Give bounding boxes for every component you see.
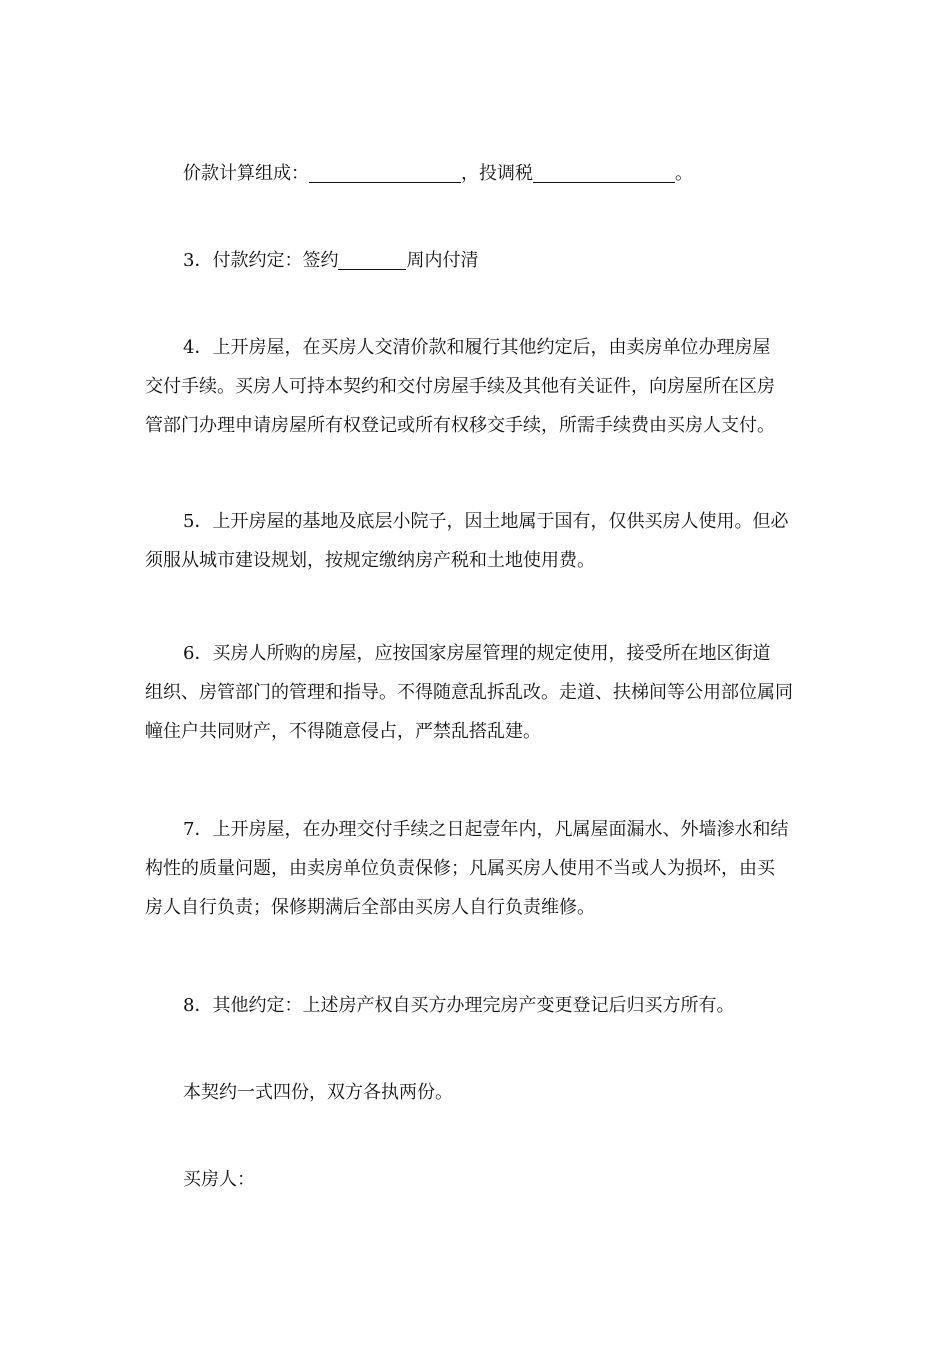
buyer-label: 买房人：: [183, 1169, 255, 1190]
price-composition-paragraph: [145, 154, 815, 193]
clause-3-label: 3．付款约定：签约: [183, 250, 339, 271]
copies-paragraph: [145, 1073, 815, 1112]
payment-weeks-blank: [338, 247, 406, 270]
price-composition-line: [145, 154, 815, 193]
clause-3-suffix: 周内付清: [406, 250, 479, 271]
clause-7-paragraph: [145, 810, 815, 927]
clause-7-line-3: 房人自行负责；保修期满后全部由买房人自行负责维修。: [145, 897, 595, 918]
tax-blank: [533, 160, 675, 183]
clause-5-line-1: 5．上开房屋的基地及底层小院子，因土地属于国有，仅供买房人使用。但必: [183, 511, 789, 532]
clause-3-line: [145, 241, 815, 280]
clause-6-paragraph: [145, 634, 815, 751]
clause-7-line-2: 构性的质量问题，由卖房单位负责保修；凡属买房人使用不当或人为损坏，由买: [145, 858, 775, 879]
copies-line: 本契约一式四份，双方各执两份。: [183, 1082, 453, 1103]
clause-3-paragraph: [145, 241, 815, 280]
price-composition-blank: [309, 160, 461, 183]
clause-6-line-2: 组织、房管部门的管理和指导。不得随意乱拆乱改。走道、扶梯间等公用部位属同: [145, 682, 793, 703]
clause-4-line-3: 管部门办理申请房屋所有权登记或所有权移交手续，所需手续费由买房人支付。: [145, 415, 775, 436]
clause-6-line-1: 6．买房人所购的房屋，应按国家房屋管理的规定使用，接受所在地区街道: [183, 643, 771, 664]
clause-6-line-3: 幢住户共同财产，不得随意侵占，严禁乱搭乱建。: [145, 721, 541, 742]
tax-label: ，投调税: [461, 163, 533, 184]
clause-8-line: 8．其他约定：上述房产权自买方办理完房产变更登记后归买方所有。: [183, 995, 735, 1016]
clause-7-line-1: 7．上开房屋，在办理交付手续之日起壹年内，凡属屋面漏水、外墙渗水和结: [183, 819, 789, 840]
clause-8-paragraph: [145, 986, 815, 1025]
clause-4-line-2: 交付手续。买房人可持本契约和交付房屋手续及其他有关证件，向房屋所在区房: [145, 376, 775, 397]
clause-4-line-1: 4．上开房屋，在买房人交清价款和履行其他约定后，由卖房单位办理房屋: [183, 337, 771, 358]
price-composition-label: 价款计算组成：: [183, 163, 309, 184]
clause-5-line-2: 须服从城市建设规划，按规定缴纳房产税和土地使用费。: [145, 550, 595, 571]
clause-4-paragraph: [145, 328, 815, 445]
clause-5-paragraph: [145, 502, 815, 580]
buyer-paragraph: [145, 1160, 815, 1199]
price-period: 。: [675, 163, 693, 184]
